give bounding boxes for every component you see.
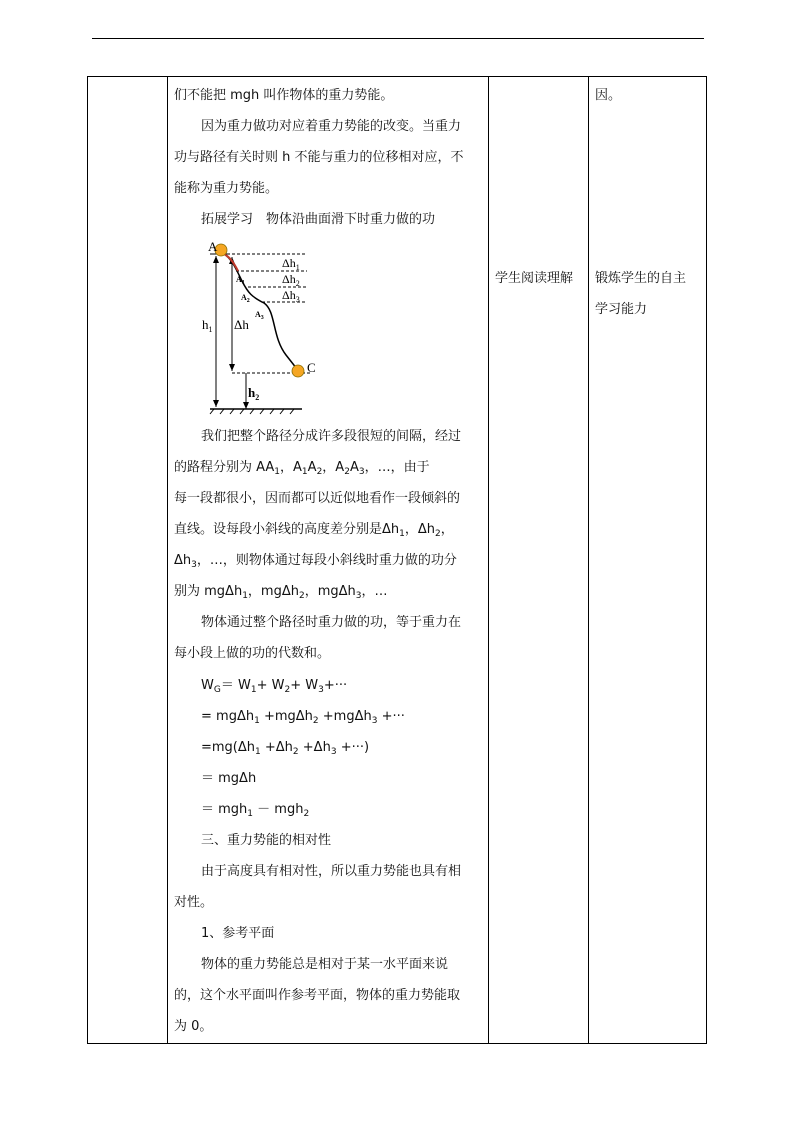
h1-arrow-bottom [213,400,219,407]
text-line: 物体通过整个路径时重力做的功，等于重力在 [201,615,462,630]
label-c: C [307,360,316,375]
text-line: 物体的重力势能总是相对于某一水平面来说 [201,957,449,972]
text-line: 由于高度具有相对性，所以重力势能也具有相 [201,864,462,879]
label-h1: $h_1$ [202,317,213,334]
design-intent-text: 因。 [595,88,622,103]
text-line: 对性。 [174,895,214,910]
text-line: 每一段都很小，因而都可以近似地看作一段倾斜的 [174,491,461,506]
text-line: 们不能把 mgh 叫作物体的重力势能。 [174,88,394,103]
label-dh2: $\Delta h_2$ [282,272,300,288]
lesson-table [87,76,707,1044]
equation-line: $W_G= W_1+ W_2+ W_3+\cdot\cdot\cdot$ [201,678,348,695]
student-activity-cell [495,77,585,1043]
text-line: 的路程分别为 $AA_1$，$A_1A_2$，$A_2A_3$，…，由于 [174,460,430,477]
section-heading: 三、重力势能的相对性 [201,833,332,848]
curved-path-diagram [202,237,342,415]
section-heading: 拓展学习 物体沿曲面滑下时重力做的功 [201,212,436,227]
text-line: 为 0。 [174,1019,213,1034]
design-intent-text: 学习能力 [595,302,648,317]
text-line: 每小段上做的功的代数和。 [174,646,331,661]
point-c-marker [292,365,304,377]
text-line: 的，这个水平面叫作参考平面，物体的重力势能取 [174,988,461,1003]
header-rule [92,38,704,39]
equation-line: ＝ mgΔh [201,771,257,786]
text-line: 因为重力做功对应着重力势能的改变。当重力 [201,119,462,134]
label-dh3: $\Delta h_3$ [282,288,300,304]
equation-line: $=mg(\Delta h_1 +\Delta h_2 +\Delta h_3$ +···) [201,740,370,757]
label-a2: $A_2$ [241,293,250,304]
text-line: 别为 mgΔh$_1$，mgΔh$_2$，mgΔh$_3$，… [174,584,388,601]
label-a: A [208,239,218,254]
student-activity-text: 学生阅读理解 [495,271,574,286]
label-a3: $A_3$ [255,310,264,321]
text-line: 功与路径有关时则 h 不能与重力的位移相对应，不 [174,150,464,165]
design-intent-text: 锻炼学生的自主 [595,271,687,286]
subsection-heading: 1、参考平面 [201,926,275,941]
text-line: $\Delta h_3$，…，则物体通过每段小斜线时重力做的功分 [174,553,457,570]
main-content-cell [174,77,484,1043]
text-line: 能称为重力势能。 [174,181,279,196]
dh-arrow-bottom [229,364,235,371]
text-line: 直线。设每段小斜线的高度差分别是$\Delta h_1$，$\Delta h_2$， [174,522,454,539]
column-divider-3 [588,77,589,1043]
equation-line: = mgΔh$_1$ +mgΔh$_2$ +mgΔh$_3$ +··· [201,709,405,726]
label-h2: $h_2$ [248,385,260,402]
label-a1: $A_1$ [236,275,245,286]
design-intent-cell [595,77,705,1043]
h2-arrow [243,402,249,409]
h1-arrow-top [213,256,219,263]
equation-line: ＝ mgh$_1$ － mgh$_2$ [201,802,310,819]
column-divider-2 [488,77,489,1043]
label-dh: Δh [234,317,249,332]
label-dh1: $\Delta h_1$ [282,256,300,272]
text-line: 我们把整个路径分成许多段很短的间隔，经过 [201,429,462,444]
column-divider-1 [167,77,168,1043]
